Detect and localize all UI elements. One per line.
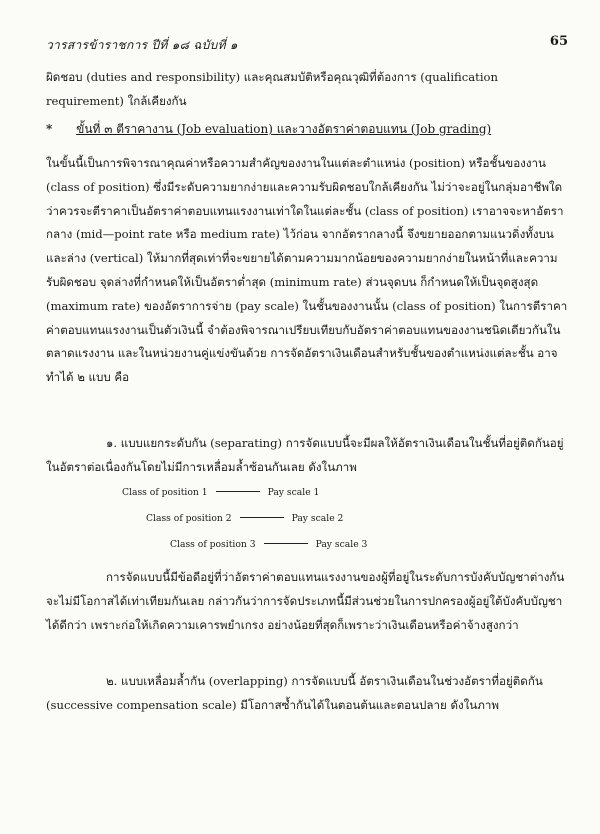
page-number: 65 — [549, 34, 568, 49]
pay-scale-row — [170, 539, 367, 550]
pay-scale-row — [122, 487, 319, 498]
class-of-position-label: Class of position 1 — [122, 487, 208, 498]
method-2-paragraph: ๒. แบบเหลื่อมล้ำกัน (overlapping) การจัดแบบนี้ อัตราเงินเดือนในช่วงอัตราที่อยู่ติดกัน (successive compensation scale) มีโอกาสซ้ำกันได้ในตอนต้นและตอนปลาย ดังในภาพ — [46, 674, 543, 712]
section-heading — [46, 120, 568, 139]
section-heading-text: ขั้นที่ ๓ ตีราคางาน (Job evaluation) และวางอัตราค่าตอบแทน (Job grading) — [76, 122, 492, 136]
scale-line — [216, 491, 260, 492]
scale-line — [264, 543, 308, 544]
journal-title: วารสารข้าราชการ ปีที่ ๑๘ ฉบับที่ ๑ — [46, 38, 238, 52]
scale-line — [240, 517, 284, 518]
class-of-position-label: Class of position 2 — [146, 513, 232, 524]
pay-scale-row — [146, 513, 343, 524]
pay-scale-label: Pay scale 1 — [267, 487, 320, 498]
method-1-paragraph: ๑. แบบแยกระดับกัน (separating) การจัดแบบนี้จะมีผลให้อัตราเงินเดือนในชั้นที่อยู่ติดกันอยู่ในอัตราต่อเนื่องกันโดยไม่มีการเหลื่อมล้ำซ้อนกันเลย ดังในภาพ — [46, 436, 564, 474]
method-1-note-paragraph: การจัดแบบนี้มีข้อดีอยู่ที่ว่าอัตราค่าตอบแทนแรงงานของผู้ที่อยู่ในระดับการบังคับบัญชาต่างกันจะไม่มีโอกาสได้เท่าเทียมกันเลย กล่าวกันว่าการจัดประเภทนี้มีส่วนช่วยในการปกครองผู้อยู่ใต้บังคับบัญชาได้ดีกว่า เพราะก่อให้เกิดความเคารพยำเกรง อย่างน้อยที่สุดก็เพราะว่าเงินเดือนหรือค่าจ้างสูงกว่า — [46, 570, 565, 632]
intro-paragraph: ผิดชอบ (duties and responsibility) และคุณสมบัติหรือคุณวุฒิที่ต้องการ (qualification requirement) ใกล้เคียงกัน — [46, 70, 498, 108]
main-paragraph: ในขั้นนี้เป็นการพิจารณาคุณค่าหรือความสำคัญของงานในแต่ละตำแหน่ง (position) หรือชั้นของงาน (class of position) ซึ่งมีระดับความยากง่ายและความรับผิดชอบใกล้เคียงกัน ไม่ว่าจะอยู่ในกลุ่มอาชีพใด ว่าควรจะตีราคาเป็นอัตราค่าตอบแทนแรงงานเท่าใดในแต่ละชั้น (class of position) เราอาจจะหาอัตรากลาง (mid—point rate หรือ medium rate) ไว้ก่อน จากอัตรากลางนี้ จึงขยายออกตามแนวดิ่งทั้งบนและล่าง (vertical) ให้มากที่สุดเท่าที่จะขยายได้ตามความมากน้อยของความยากง่ายในหน้าที่และความรับผิดชอบ จุดล่างที่กำหนดให้เป็นอัตราต่ำสุด (minimum rate) ส่วนจุดบน ก็กำหนดให้เป็นจุดสูงสุด (maximum rate) ของอัตราการจ่าย (pay scale) ในชั้นของงานนั้น (class of position) ในการตีราคาค่าตอบแทนแรงงานเป็นตัวเงินนี้ จำต้องพิจารณาเปรียบเทียบกับอัตราค่าตอบแทนของงานชนิดเดียวกันในตลาดแรงงาน และในหน่วยงานคู่แข่งขันด้วย การจัดอัตราเงินเดือนสำหรับชั้นของตำแหน่งแต่ละชั้น อาจทำได้ ๒ แบบ คือ — [46, 156, 568, 385]
pay-scale-label: Pay scale 3 — [315, 539, 368, 550]
class-of-position-label: Class of position 3 — [170, 539, 256, 550]
heading-marker: * — [46, 122, 53, 136]
pay-scale-label: Pay scale 2 — [291, 513, 344, 524]
page-header — [46, 36, 568, 55]
